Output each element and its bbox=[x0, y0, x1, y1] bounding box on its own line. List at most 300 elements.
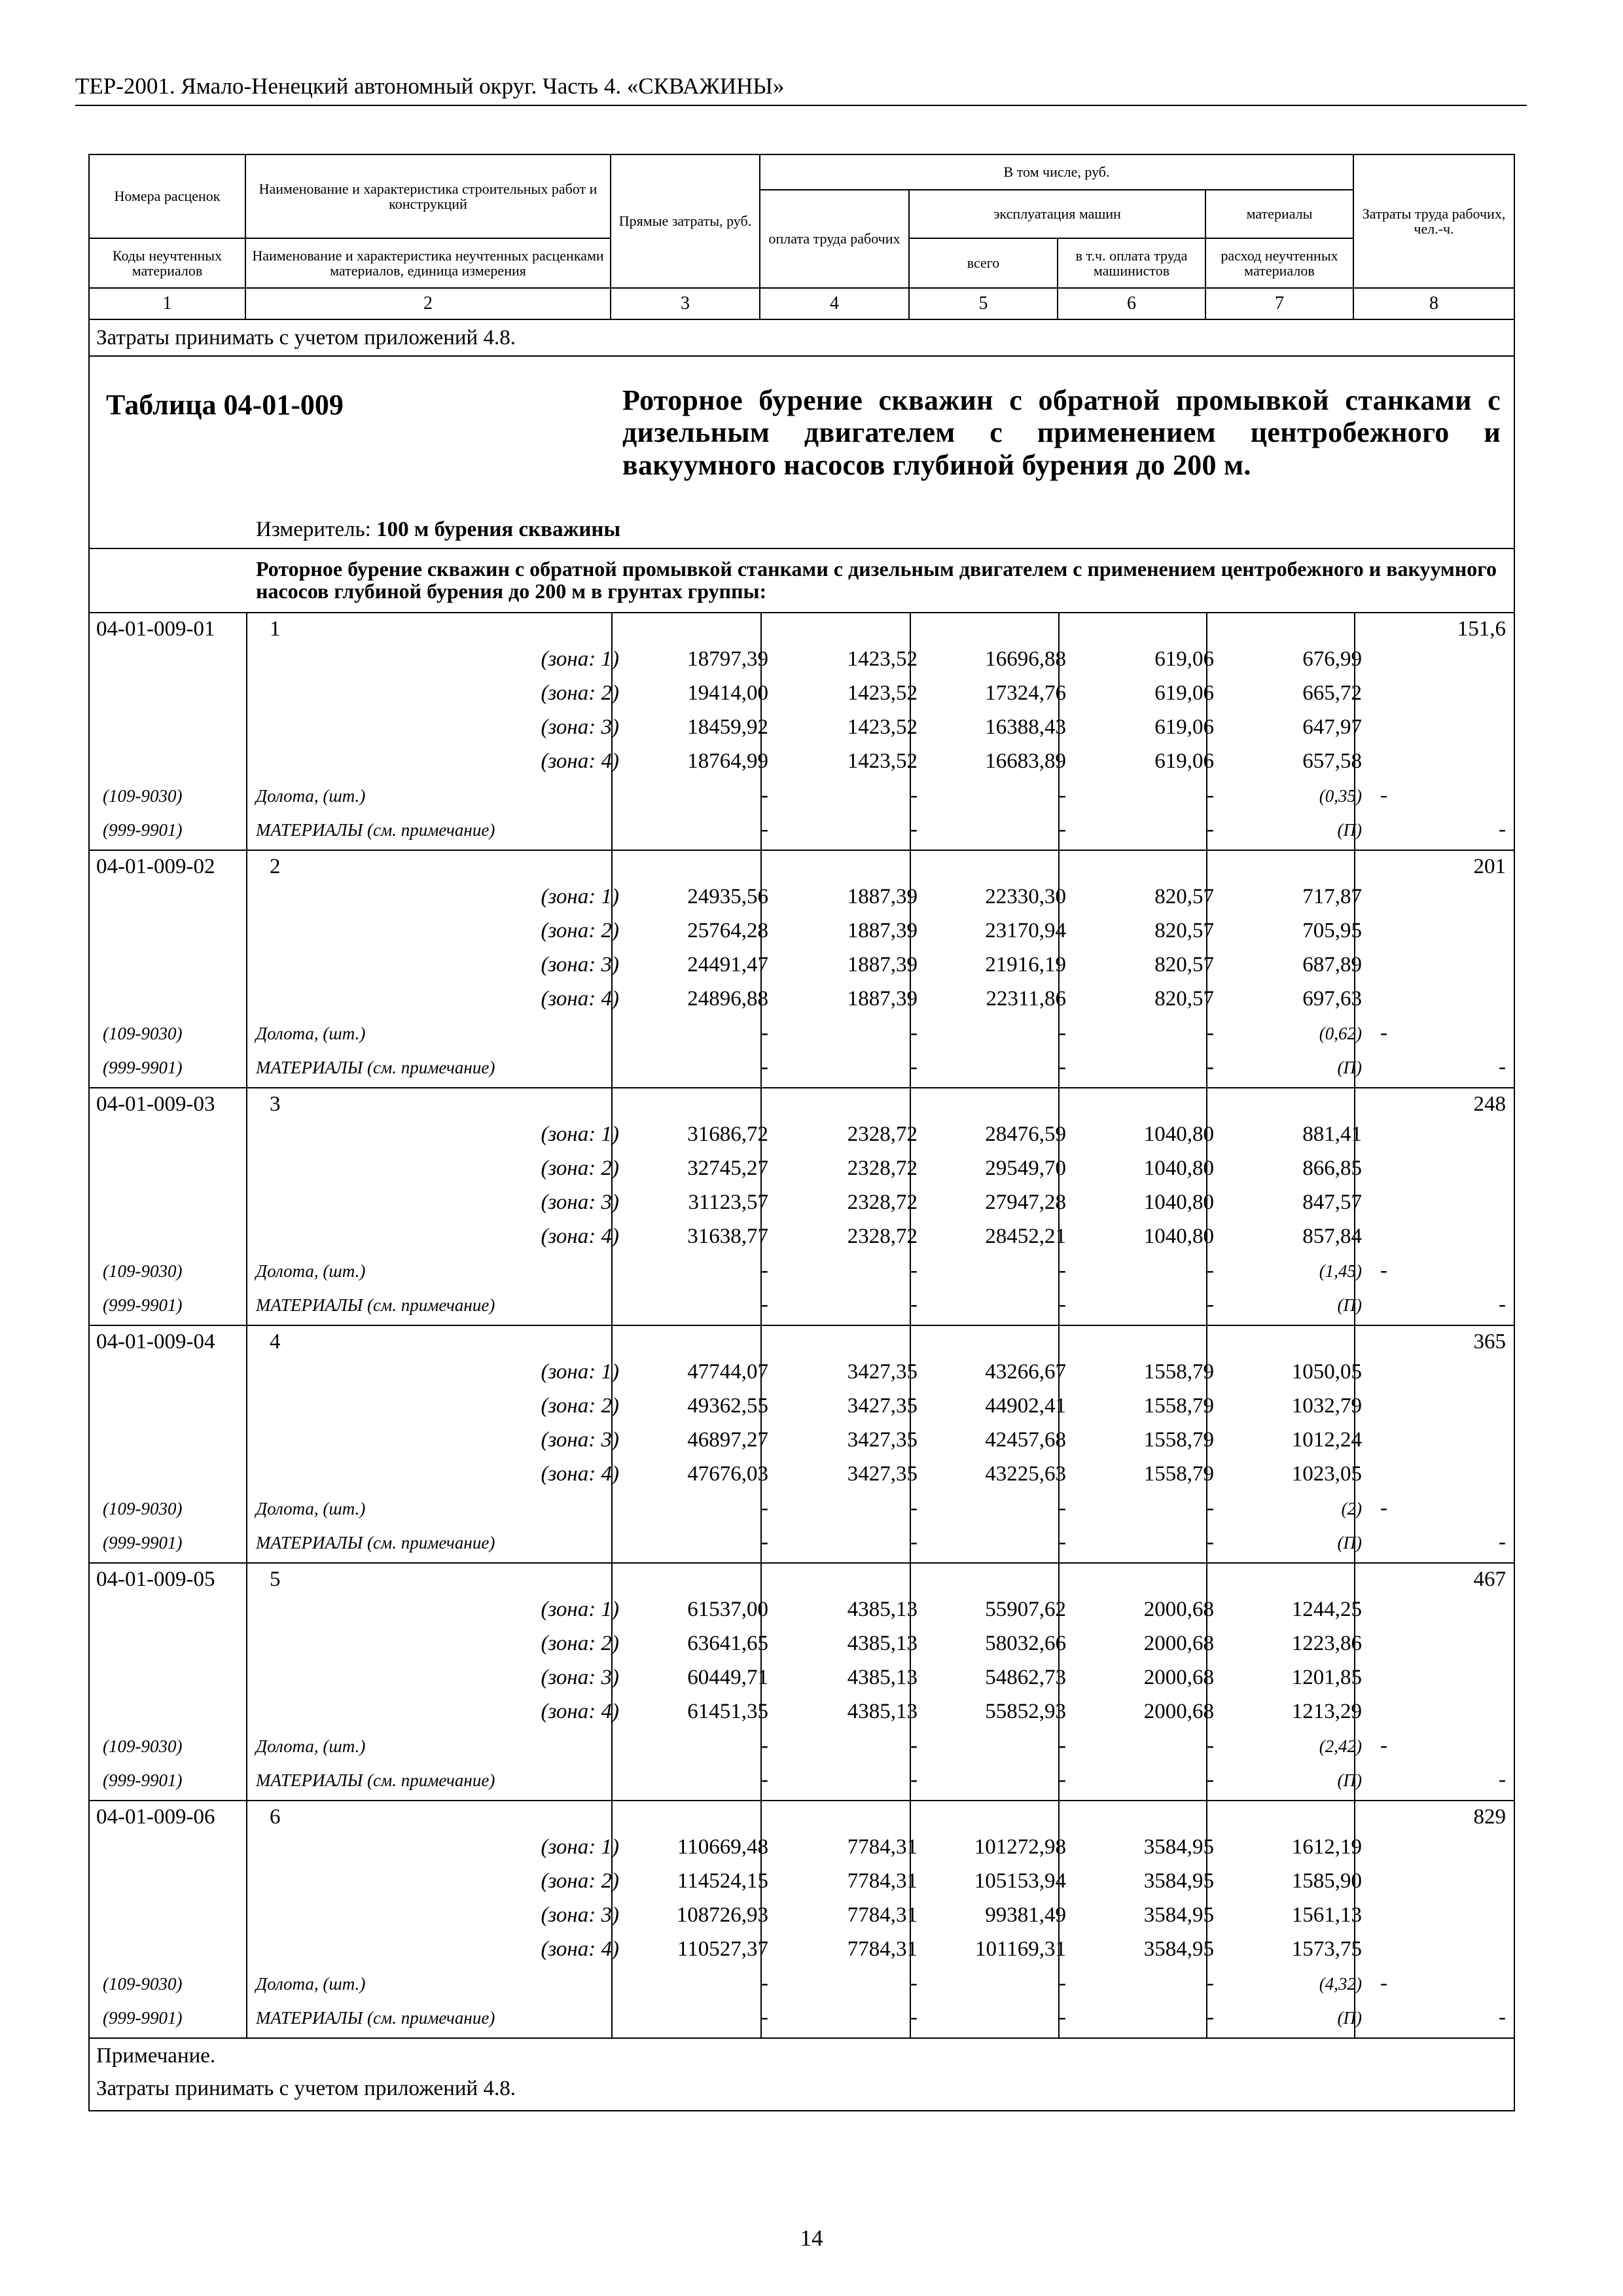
wage-cost: 2328,72 bbox=[847, 1122, 918, 1146]
col-number: 5 bbox=[909, 288, 1058, 319]
wage-cost: 1887,39 bbox=[847, 987, 918, 1011]
wage-cost: 1887,39 bbox=[847, 919, 918, 942]
machine-cost: 16683,89 bbox=[985, 749, 1067, 773]
column-rule bbox=[246, 1088, 247, 1325]
zone-label: (зона: 4) bbox=[541, 1225, 620, 1248]
rate-row bbox=[89, 1088, 1514, 1325]
material-code: (999-9901) bbox=[103, 1058, 183, 1077]
dash: - bbox=[910, 1768, 918, 1791]
dash: - bbox=[910, 1021, 918, 1045]
col-number: 4 bbox=[760, 288, 909, 319]
operator-wage: 1040,80 bbox=[1143, 1157, 1215, 1180]
wage-cost: 4385,13 bbox=[847, 1632, 918, 1655]
direct-cost: 47744,07 bbox=[687, 1360, 769, 1384]
direct-cost: 24896,88 bbox=[687, 987, 769, 1011]
machine-cost: 27947,28 bbox=[985, 1191, 1067, 1214]
machine-cost: 29549,70 bbox=[985, 1157, 1067, 1180]
soil-group: 5 bbox=[270, 1568, 281, 1591]
wage-cost: 1887,39 bbox=[847, 953, 918, 977]
machine-cost: 16388,43 bbox=[985, 715, 1067, 739]
machine-cost: 42457,68 bbox=[985, 1428, 1067, 1452]
zone-label: (зона: 4) bbox=[541, 1700, 620, 1723]
zone-label: (зона: 2) bbox=[541, 1632, 620, 1655]
header-including: В том числе, руб. bbox=[760, 154, 1353, 190]
material-code: (999-9901) bbox=[103, 2008, 183, 2028]
operator-wage: 619,06 bbox=[1154, 681, 1215, 705]
column-rule bbox=[246, 851, 247, 1087]
soil-group: 3 bbox=[270, 1092, 281, 1116]
materials-cost: 866,85 bbox=[1302, 1157, 1363, 1180]
direct-cost: 24935,56 bbox=[687, 885, 769, 908]
materials-cost: 665,72 bbox=[1302, 681, 1363, 705]
wage-cost: 3427,35 bbox=[847, 1462, 918, 1486]
machine-cost: 44902,41 bbox=[985, 1394, 1067, 1418]
direct-cost: 31686,72 bbox=[687, 1122, 769, 1146]
machine-cost: 16696,88 bbox=[985, 647, 1067, 671]
dash: - bbox=[761, 1021, 769, 1045]
dash: - bbox=[761, 1259, 769, 1282]
zone-label: (зона: 1) bbox=[541, 885, 620, 908]
page-number: 14 bbox=[800, 2225, 823, 2251]
direct-cost: 18764,99 bbox=[687, 749, 769, 773]
material-name: МАТЕРИАЛЫ (см. примечание) bbox=[256, 820, 495, 840]
materials-cost: 1050,05 bbox=[1291, 1360, 1363, 1384]
machine-cost: 43266,67 bbox=[985, 1360, 1067, 1384]
col-number: 7 bbox=[1205, 288, 1353, 319]
header-consumption: расход неучтенных материалов bbox=[1205, 238, 1353, 288]
group-heading: Роторное бурение скважин с обратной промывкой станками с дизельным двигателем с применением центробежного и вакуумного насосов глубиной бурения до 200 м в грунтах группы: bbox=[89, 548, 1514, 613]
price-table bbox=[88, 154, 1515, 2111]
material-consumption: (2) bbox=[1341, 1499, 1363, 1518]
material-name: Долота, (шт.) bbox=[256, 1736, 366, 1756]
wage-cost: 7784,31 bbox=[847, 1937, 918, 1961]
direct-cost: 31123,57 bbox=[688, 1191, 769, 1214]
dash: - bbox=[761, 1971, 769, 1995]
rate-row bbox=[89, 1801, 1514, 2038]
materials-cost: 687,89 bbox=[1302, 953, 1363, 977]
header-machines: эксплуатация машин bbox=[909, 190, 1205, 238]
material-name: МАТЕРИАЛЫ (см. примечание) bbox=[256, 2008, 495, 2028]
dash: - bbox=[910, 1055, 918, 1079]
rate-row bbox=[89, 1325, 1514, 1563]
material-code: (109-9030) bbox=[103, 1974, 183, 1994]
zone-label: (зона: 1) bbox=[541, 1835, 620, 1859]
col-number: 1 bbox=[89, 288, 245, 319]
dash: - bbox=[761, 783, 769, 807]
material-name: МАТЕРИАЛЫ (см. примечание) bbox=[256, 1770, 495, 1790]
dash: - bbox=[1059, 1021, 1067, 1045]
material-code: (109-9030) bbox=[103, 1261, 183, 1281]
soil-group: 6 bbox=[270, 1805, 281, 1829]
direct-cost: 110669,48 bbox=[677, 1835, 769, 1859]
dash: - bbox=[1207, 1530, 1215, 1554]
zone-label: (зона: 2) bbox=[541, 1394, 620, 1418]
soil-group: 4 bbox=[270, 1330, 281, 1354]
operator-wage: 2000,68 bbox=[1143, 1666, 1215, 1689]
machine-cost: 17324,76 bbox=[985, 681, 1067, 705]
header-rates: Номера расценок bbox=[89, 154, 245, 238]
dash: - bbox=[761, 817, 769, 841]
rate-block-content bbox=[90, 1088, 1514, 1325]
rate-block bbox=[89, 850, 1514, 1088]
material-consumption: (2,42) bbox=[1319, 1736, 1363, 1756]
operator-wage: 820,57 bbox=[1154, 987, 1215, 1011]
direct-cost: 25764,28 bbox=[687, 919, 769, 942]
wage-cost: 4385,13 bbox=[847, 1598, 918, 1621]
materials-cost: 857,84 bbox=[1302, 1225, 1363, 1248]
material-consumption: (4,32) bbox=[1319, 1974, 1363, 1994]
dash: - bbox=[761, 2005, 769, 2029]
machine-cost: 101169,31 bbox=[975, 1937, 1067, 1961]
operator-wage: 820,57 bbox=[1154, 953, 1215, 977]
dash: - bbox=[910, 1530, 918, 1554]
running-header: ТЕР-2001. Ямало-Ненецкий автономный округ. Часть 4. «СКВАЖИНЫ» bbox=[75, 73, 785, 99]
material-consumption: (0,35) bbox=[1319, 786, 1363, 806]
rate-block bbox=[89, 613, 1514, 850]
wage-cost: 2328,72 bbox=[847, 1225, 918, 1248]
col-number: 3 bbox=[611, 288, 760, 319]
machine-cost: 22330,30 bbox=[985, 885, 1067, 908]
rate-block bbox=[89, 1088, 1514, 1325]
dash: - bbox=[761, 1293, 769, 1316]
material-name: Долота, (шт.) bbox=[256, 1499, 366, 1518]
materials-cost: 1023,05 bbox=[1291, 1462, 1363, 1486]
operator-wage: 3584,95 bbox=[1143, 1937, 1215, 1961]
machine-cost: 58032,66 bbox=[985, 1632, 1067, 1655]
dash: - bbox=[1059, 1530, 1067, 1554]
labor-cost: 151,6 bbox=[1457, 617, 1507, 641]
soil-group: 2 bbox=[270, 855, 281, 878]
materials-cost: 705,95 bbox=[1302, 919, 1363, 942]
direct-cost: 18459,92 bbox=[687, 715, 769, 739]
zone-label: (зона: 3) bbox=[541, 1903, 620, 1927]
dash: - bbox=[1380, 1021, 1387, 1045]
rate-row bbox=[89, 1563, 1514, 1801]
zone-label: (зона: 2) bbox=[541, 919, 620, 942]
dash: - bbox=[1380, 1259, 1387, 1282]
header-materials-name: Наименование и характеристика неучтенных расценками материалов, единица измерения bbox=[245, 238, 611, 288]
dash: - bbox=[910, 1971, 918, 1995]
direct-cost: 19414,00 bbox=[687, 681, 769, 705]
zone-label: (зона: 3) bbox=[541, 1191, 620, 1214]
rate-code: 04-01-009-05 bbox=[96, 1568, 215, 1591]
dash: - bbox=[1499, 1768, 1507, 1791]
machine-cost: 22311,86 bbox=[986, 987, 1067, 1011]
labor-cost: 829 bbox=[1473, 1805, 1507, 1829]
material-name: МАТЕРИАЛЫ (см. примечание) bbox=[256, 1058, 495, 1077]
operator-wage: 1040,80 bbox=[1143, 1225, 1215, 1248]
material-code: (999-9901) bbox=[103, 1533, 183, 1552]
dash: - bbox=[1059, 817, 1067, 841]
dash: - bbox=[1207, 1293, 1215, 1316]
footnote-text: Затраты принимать с учетом приложений 4.8. bbox=[96, 2076, 516, 2100]
operator-wage: 1558,79 bbox=[1143, 1394, 1215, 1418]
operator-wage: 1558,79 bbox=[1143, 1462, 1215, 1486]
zone-label: (зона: 4) bbox=[541, 987, 620, 1011]
rate-code: 04-01-009-02 bbox=[96, 855, 215, 878]
labor-cost: 248 bbox=[1473, 1092, 1507, 1116]
dash: - bbox=[1207, 2005, 1215, 2029]
dash: - bbox=[1207, 1055, 1215, 1079]
direct-cost: 46897,27 bbox=[687, 1428, 769, 1452]
col-number: 8 bbox=[1353, 288, 1514, 319]
materials-cost: 1012,24 bbox=[1291, 1428, 1363, 1452]
material-consumption: (П) bbox=[1337, 1770, 1363, 1790]
material-consumption: (0,62) bbox=[1319, 1024, 1363, 1043]
materials-cost: 1201,85 bbox=[1291, 1666, 1363, 1689]
header-direct-costs: Прямые затраты, руб. bbox=[611, 154, 760, 288]
wage-cost: 7784,31 bbox=[847, 1835, 918, 1859]
materials-cost: 1032,79 bbox=[1291, 1394, 1363, 1418]
machine-cost: 43225,63 bbox=[985, 1462, 1067, 1486]
header-rule bbox=[75, 105, 1527, 106]
dash: - bbox=[1059, 783, 1067, 807]
materials-cost: 697,63 bbox=[1302, 987, 1363, 1011]
materials-cost: 717,87 bbox=[1302, 885, 1363, 908]
machine-cost: 105153,94 bbox=[974, 1869, 1067, 1893]
header-operators: в т.ч. оплата труда машинистов bbox=[1058, 238, 1205, 288]
direct-cost: 110527,37 bbox=[677, 1937, 769, 1961]
material-consumption: (П) bbox=[1337, 1295, 1363, 1315]
note-top: Затраты принимать с учетом приложений 4.8. bbox=[89, 319, 1514, 356]
direct-cost: 63641,65 bbox=[687, 1632, 769, 1655]
material-name: МАТЕРИАЛЫ (см. примечание) bbox=[256, 1295, 495, 1315]
zone-label: (зона: 1) bbox=[541, 1598, 620, 1621]
dash: - bbox=[1059, 1496, 1067, 1520]
dash: - bbox=[1207, 1971, 1215, 1995]
machine-cost: 21916,19 bbox=[985, 953, 1067, 977]
operator-wage: 1040,80 bbox=[1143, 1191, 1215, 1214]
wage-cost: 2328,72 bbox=[847, 1191, 918, 1214]
rate-rows bbox=[89, 613, 1514, 2038]
materials-cost: 1573,75 bbox=[1291, 1937, 1363, 1961]
measurer-label: Измеритель: bbox=[256, 518, 371, 541]
direct-cost: 32745,27 bbox=[687, 1157, 769, 1180]
column-rule bbox=[246, 1801, 247, 2037]
machine-cost: 28452,21 bbox=[985, 1225, 1067, 1248]
dash: - bbox=[910, 2005, 918, 2029]
dash: - bbox=[1380, 1734, 1387, 1757]
measurer bbox=[256, 518, 620, 542]
dash: - bbox=[761, 1768, 769, 1791]
materials-cost: 881,41 bbox=[1302, 1122, 1363, 1146]
materials-cost: 1561,13 bbox=[1291, 1903, 1363, 1927]
materials-cost: 647,97 bbox=[1302, 715, 1363, 739]
dash: - bbox=[1059, 1293, 1067, 1316]
wage-cost: 3427,35 bbox=[847, 1360, 918, 1384]
machine-cost: 23170,94 bbox=[985, 919, 1067, 942]
direct-cost: 18797,39 bbox=[687, 647, 769, 671]
wage-cost: 4385,13 bbox=[847, 1666, 918, 1689]
zone-label: (зона: 1) bbox=[541, 1122, 620, 1146]
machine-cost: 55907,62 bbox=[985, 1598, 1067, 1621]
header-work-name: Наименование и характеристика строительных работ и конструкций bbox=[245, 154, 611, 238]
wage-cost: 1887,39 bbox=[847, 885, 918, 908]
dash: - bbox=[1207, 1496, 1215, 1520]
dash: - bbox=[1059, 1055, 1067, 1079]
rate-row bbox=[89, 613, 1514, 850]
direct-cost: 49362,55 bbox=[687, 1394, 769, 1418]
dash: - bbox=[910, 1293, 918, 1316]
wage-cost: 1423,52 bbox=[847, 681, 918, 705]
material-consumption: (П) bbox=[1337, 1533, 1363, 1552]
dash: - bbox=[910, 1259, 918, 1282]
col-number: 6 bbox=[1058, 288, 1205, 319]
dash: - bbox=[910, 1496, 918, 1520]
materials-cost: 676,99 bbox=[1302, 647, 1363, 671]
zone-label: (зона: 4) bbox=[541, 1937, 620, 1961]
operator-wage: 619,06 bbox=[1154, 647, 1215, 671]
dash: - bbox=[910, 783, 918, 807]
materials-cost: 1244,25 bbox=[1291, 1598, 1363, 1621]
rate-block bbox=[89, 1325, 1514, 1563]
header-wages: оплата труда рабочих bbox=[760, 190, 909, 288]
rate-code: 04-01-009-06 bbox=[96, 1805, 215, 1829]
machine-cost: 54862,73 bbox=[985, 1666, 1067, 1689]
materials-cost: 657,58 bbox=[1302, 749, 1363, 773]
zone-label: (зона: 2) bbox=[541, 681, 620, 705]
dash: - bbox=[1059, 1971, 1067, 1995]
materials-cost: 1223,86 bbox=[1291, 1632, 1363, 1655]
measurer-value: 100 м бурения скважины bbox=[376, 518, 621, 541]
material-code: (999-9901) bbox=[103, 1770, 183, 1790]
rate-block-content bbox=[90, 1326, 1514, 1562]
dash: - bbox=[910, 1734, 918, 1757]
rate-block-content bbox=[90, 613, 1514, 850]
zone-label: (зона: 3) bbox=[541, 953, 620, 977]
rate-block-content bbox=[90, 1564, 1514, 1800]
dash: - bbox=[1380, 783, 1387, 807]
rate-block-content bbox=[90, 1801, 1514, 2037]
zone-label: (зона: 1) bbox=[541, 1360, 620, 1384]
dash: - bbox=[1499, 1530, 1507, 1554]
material-code: (999-9901) bbox=[103, 1295, 183, 1315]
zone-label: (зона: 3) bbox=[541, 1428, 620, 1452]
table-label: Таблица 04-01-009 bbox=[106, 389, 344, 421]
zone-label: (зона: 4) bbox=[541, 1462, 620, 1486]
material-code: (109-9030) bbox=[103, 1499, 183, 1518]
direct-cost: 108726,93 bbox=[676, 1903, 769, 1927]
direct-cost: 24491,47 bbox=[687, 953, 769, 977]
material-name: Долота, (шт.) bbox=[256, 786, 366, 806]
wage-cost: 7784,31 bbox=[847, 1869, 918, 1893]
direct-cost: 61537,00 bbox=[687, 1598, 769, 1621]
operator-wage: 2000,68 bbox=[1143, 1598, 1215, 1621]
operator-wage: 3584,95 bbox=[1143, 1835, 1215, 1859]
zone-label: (зона: 4) bbox=[541, 749, 620, 773]
direct-cost: 31638,77 bbox=[687, 1225, 769, 1248]
dash: - bbox=[761, 1496, 769, 1520]
dash: - bbox=[1499, 1293, 1507, 1316]
material-consumption: (1,45) bbox=[1319, 1261, 1363, 1281]
operator-wage: 3584,95 bbox=[1143, 1869, 1215, 1893]
dash: - bbox=[1499, 2005, 1507, 2029]
material-name: Долота, (шт.) bbox=[256, 1024, 366, 1043]
machine-cost: 99381,49 bbox=[985, 1903, 1067, 1927]
rate-block bbox=[89, 1801, 1514, 2038]
dash: - bbox=[1059, 2005, 1067, 2029]
dash: - bbox=[910, 817, 918, 841]
dash: - bbox=[1499, 1055, 1507, 1079]
dash: - bbox=[1207, 783, 1215, 807]
dash: - bbox=[761, 1734, 769, 1757]
wage-cost: 7784,31 bbox=[847, 1903, 918, 1927]
material-code: (109-9030) bbox=[103, 1736, 183, 1756]
direct-cost: 60449,71 bbox=[687, 1666, 769, 1689]
dash: - bbox=[1207, 817, 1215, 841]
material-consumption: (П) bbox=[1337, 1058, 1363, 1077]
rate-row bbox=[89, 850, 1514, 1088]
dash: - bbox=[1059, 1768, 1067, 1791]
wage-cost: 2328,72 bbox=[847, 1157, 918, 1180]
column-rule bbox=[246, 1326, 247, 1562]
header-codes: Коды неучтенных материалов bbox=[89, 238, 245, 288]
machine-cost: 28476,59 bbox=[985, 1122, 1067, 1146]
rate-code: 04-01-009-03 bbox=[96, 1092, 215, 1116]
soil-group: 1 bbox=[270, 617, 281, 641]
materials-cost: 1585,90 bbox=[1291, 1869, 1363, 1893]
dash: - bbox=[1380, 1971, 1387, 1995]
column-rule bbox=[246, 1564, 247, 1800]
operator-wage: 2000,68 bbox=[1143, 1700, 1215, 1723]
direct-cost: 114524,15 bbox=[677, 1869, 769, 1893]
wage-cost: 4385,13 bbox=[847, 1700, 918, 1723]
machine-cost: 55852,93 bbox=[985, 1700, 1067, 1723]
dash: - bbox=[761, 1055, 769, 1079]
material-consumption: (П) bbox=[1337, 820, 1363, 840]
wage-cost: 1423,52 bbox=[847, 749, 918, 773]
operator-wage: 820,57 bbox=[1154, 885, 1215, 908]
direct-cost: 61451,35 bbox=[687, 1700, 769, 1723]
header-materials: материалы bbox=[1205, 190, 1353, 238]
operator-wage: 1040,80 bbox=[1143, 1122, 1215, 1146]
zone-label: (зона: 2) bbox=[541, 1157, 620, 1180]
material-code: (109-9030) bbox=[103, 1024, 183, 1043]
footnote bbox=[89, 2038, 1514, 2111]
dash: - bbox=[761, 1530, 769, 1554]
zone-label: (зона: 2) bbox=[541, 1869, 620, 1893]
wage-cost: 3427,35 bbox=[847, 1428, 918, 1452]
rate-code: 04-01-009-04 bbox=[96, 1330, 215, 1354]
rate-block-content bbox=[90, 851, 1514, 1087]
material-name: Долота, (шт.) bbox=[256, 1974, 366, 1994]
operator-wage: 1558,79 bbox=[1143, 1428, 1215, 1452]
header-machines-total: всего bbox=[909, 238, 1058, 288]
machine-cost: 101272,98 bbox=[974, 1835, 1067, 1859]
labor-cost: 201 bbox=[1473, 855, 1507, 878]
dash: - bbox=[1059, 1734, 1067, 1757]
material-code: (999-9901) bbox=[103, 820, 183, 840]
operator-wage: 2000,68 bbox=[1143, 1632, 1215, 1655]
column-rule bbox=[246, 613, 247, 850]
footnote-title: Примечание. bbox=[96, 2044, 216, 2068]
wage-cost: 3427,35 bbox=[847, 1394, 918, 1418]
material-consumption: (П) bbox=[1337, 2008, 1363, 2028]
dash: - bbox=[1207, 1768, 1215, 1791]
operator-wage: 3584,95 bbox=[1143, 1903, 1215, 1927]
dash: - bbox=[1207, 1734, 1215, 1757]
zone-label: (зона: 3) bbox=[541, 715, 620, 739]
material-name: Долота, (шт.) bbox=[256, 1261, 366, 1281]
zone-label: (зона: 1) bbox=[541, 647, 620, 671]
rate-code: 04-01-009-01 bbox=[96, 617, 215, 641]
dash: - bbox=[1499, 817, 1507, 841]
wage-cost: 1423,52 bbox=[847, 647, 918, 671]
operator-wage: 619,06 bbox=[1154, 749, 1215, 773]
wage-cost: 1423,52 bbox=[847, 715, 918, 739]
dash: - bbox=[1207, 1021, 1215, 1045]
materials-cost: 847,57 bbox=[1302, 1191, 1363, 1214]
